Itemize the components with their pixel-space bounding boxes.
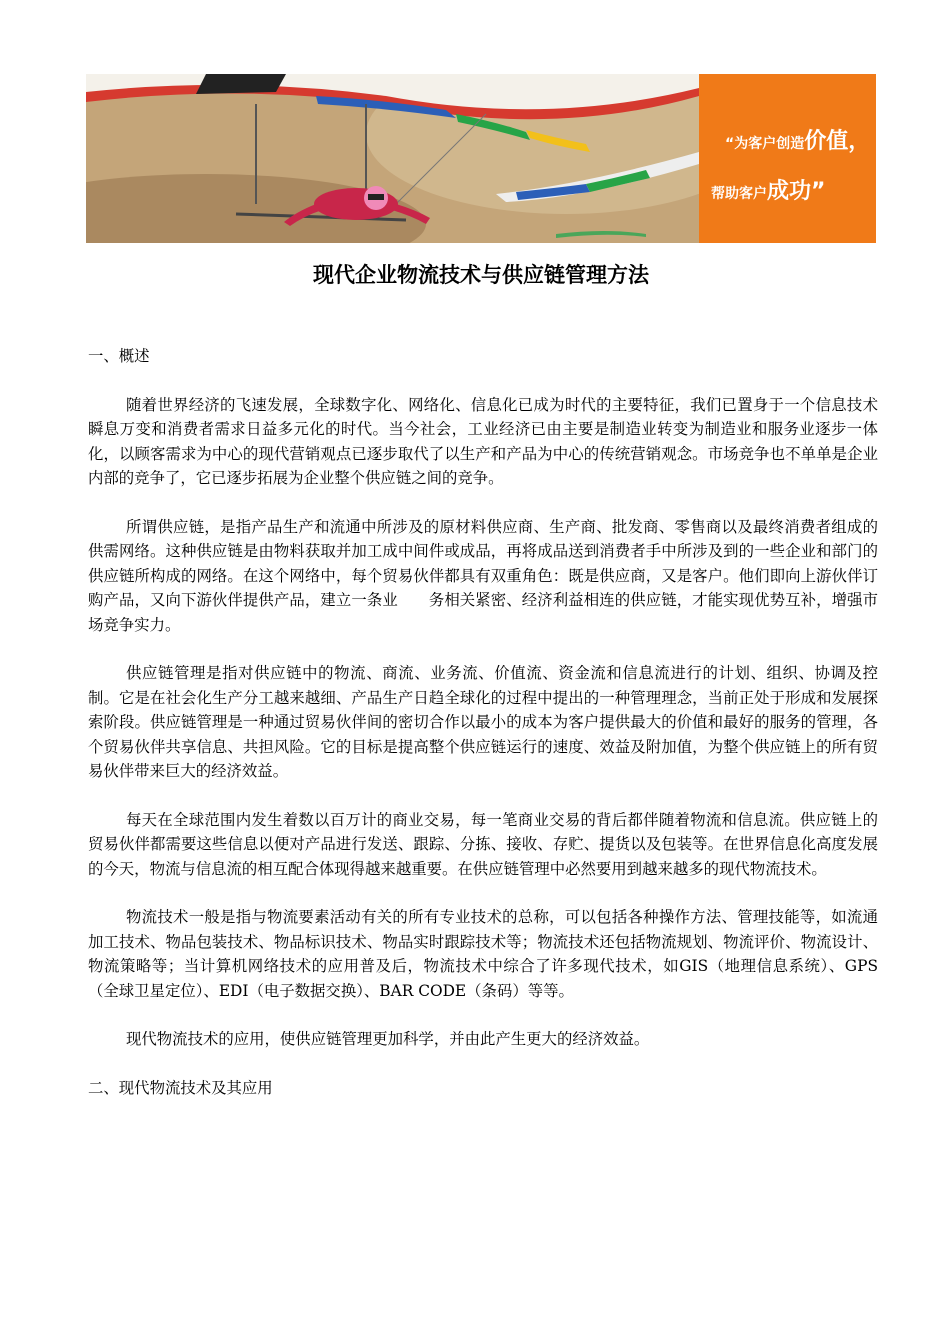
section-heading-2: 二、现代物流技术及其应用 bbox=[88, 1078, 273, 1097]
paragraph: 所谓供应链，是指产品生产和流通中所涉及的原材料供应商、生产商、批发商、零售商以及最终消费者组成的供需网络。这种供应链是由物料获取并加工成中间件或成品，再将成品送到消费者手中所涉及到的一些企业和部门的供应链所构成的网络。在这个网络中，每个贸易伙伴都具有双重角色：既是供应商，又是客户。他们即向上游伙伴订购产品，又向下游伙伴提供产品，建立一条业 务相关紧密、经济利益相连的供应链，才能实现优势互补，增强市场竞争实力。 bbox=[88, 517, 878, 634]
header-banner bbox=[86, 74, 876, 243]
paragraph: 每天在全球范围内发生着数以百万计的商业交易，每一笔商业交易的背后都伴随着物流和信息流。供应链上的贸易伙伴都需要这些信息以便对产品进行发送、跟踪、分拣、接收、存贮、提货以及包装等。在世界信息化高度发展的今天，物流与信息流的相互配合体现得越来越重要。在供应链管理中必然要用到越来越多的现代物流技术。 bbox=[88, 810, 878, 878]
slogan-line-2-part-b: 成功” bbox=[767, 179, 826, 204]
section-heading-1: 一、概述 bbox=[88, 347, 150, 365]
paragraph: 随着世界经济的飞速发展，全球数字化、网络化、信息化已成为时代的主要特征，我们已置身于一个信息技术瞬息万变和消费者需求日益多元化的时代。当今社会，工业经济已由主要是制造业转变为制造业和服务业逐步一体化，以顾客需求为中心的现代营销观点已逐步取代了以生产和产品为中心的传统营销观念。市场竞争也不单单是企业内部的竞争了，它已逐步拓展为企业整个供应链之间的竞争。 bbox=[88, 395, 878, 487]
document-body bbox=[88, 344, 878, 1100]
slogan-line-1-part-a: “为客户创造 bbox=[725, 136, 805, 152]
slogan-line-2 bbox=[711, 174, 825, 205]
slogan-line-1 bbox=[725, 124, 870, 155]
paragraph: 物流技术一般是指与物流要素活动有关的所有专业技术的总称，可以包括各种操作方法、管理技能等，如流通加工技术、物品包装技术、物品标识技术、物品实时跟踪技术等；物流技术还包括物流规划、物流评价、物流设计、物流策略等；当计算机网络技术的应用普及后，物流技术中综合了许多现代技术，如GIS（地理信息系统）、GPS（全球卫星定位）、EDI（电子数据交换）、BAR CODE（条码）等等。 bbox=[88, 908, 878, 1000]
slogan-panel bbox=[699, 74, 876, 243]
hang-glider-illustration bbox=[86, 74, 699, 243]
slogan-line-1-part-b: 价值， bbox=[804, 129, 871, 154]
paragraph: 供应链管理是指对供应链中的物流、商流、业务流、价值流、资金流和信息流进行的计划、组织、协调及控制。它是在社会化生产分工越来越细、产品生产日趋全球化的过程中提出的一种管理理念，当前正处于形成和发展探索阶段。供应链管理是一种通过贸易伙伴间的密切合作以最小的成本为客户提供最大的价值和最好的服务的管理，各个贸易伙伴共享信息、共担风险。它的目标是提高整个供应链运行的速度、效益及附加值，为整个供应链上的所有贸易伙伴带来巨大的经济效益。 bbox=[88, 664, 878, 780]
document-title: 现代企业物流技术与供应链管理方法 bbox=[313, 262, 649, 287]
hang-glider-photo bbox=[86, 74, 699, 243]
slogan-line-2-part-a: 帮助客户 bbox=[711, 186, 767, 202]
paragraph: 现代物流技术的应用，使供应链管理更加科学，并由此产生更大的经济效益。 bbox=[126, 1030, 650, 1048]
